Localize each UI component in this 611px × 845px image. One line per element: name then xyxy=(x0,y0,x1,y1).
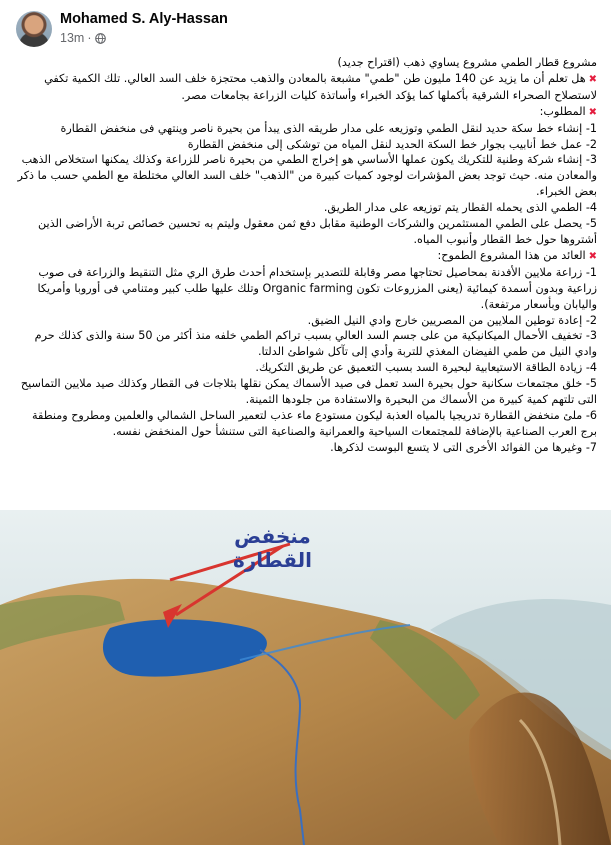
globe-icon[interactable] xyxy=(95,33,106,44)
post-line: 1- زراعة ملايين الأفدنة بمحاصيل تحتاجها مصر وقابلة للتصدير بإستخدام أحدث طرق الري مثل التنقيط والزراعة فى صوب زراعية وبدون أسمدة كيمائية (يعنى المزروعات تكون Organic farming وتلك عليها طلب كبير ومتنامي فى أوروبا وأمريكا واليابان وبأسعار مرتفعة). xyxy=(37,265,597,311)
post-line: 5- خلق مجتمعات سكانية حول بحيرة السد تعمل فى صيد الأسماك يمكن نقلها بثلاجات فى القطار وكذلك صيد ملايين التماسيح التى تلتهم كمية كبيرة من الأسماك من البحيرة والاستفادة من جلودها الثمينة. xyxy=(20,377,597,407)
post-line: 4- الطمي الذى يحمله القطار يتم توزيعه على مدار الطريق. xyxy=(323,201,597,215)
author-avatar[interactable] xyxy=(16,11,52,47)
author-name[interactable]: Mohamed S. Aly-Hassan xyxy=(60,11,228,27)
post-line: 2- عمل خط أنابيب بجوار خط السكة الحديد لنقل المياه من توشكى إلى منخفض القطارة xyxy=(187,137,597,151)
red-cross-icon: ✖ xyxy=(588,250,597,262)
post-line: 7- وغيرها من الفوائد الأخرى التى لا يتسع البوست لذكرها. xyxy=(330,440,597,454)
post-meta xyxy=(60,31,106,45)
red-cross-icon: ✖ xyxy=(588,106,597,118)
post-line: 3- إنشاء شركة وطنية للتكريك يكون عملها الأساسي هو إخراج الطمي من بحيرة ناصر للزراعة وكذلك يمكنها استخلاص الذهب والمعادن منه. حيث توجد بعض المؤشرات لوجود كميات كبيرة من "الذهب" خلف السد العالي مختلطة مع الطمي حسب ما ذكر بعض الخبراء. xyxy=(17,153,597,199)
red-cross-icon: ✖ xyxy=(588,73,597,85)
post-header xyxy=(0,0,611,52)
post-body xyxy=(16,55,597,456)
post-line-title: مشروع قطار الطمي مشروع يساوي ذهب (اقتراح جديد) xyxy=(337,56,597,69)
post-line-benefits-heading: ✖العائد من هذا المشروع الطموح: xyxy=(16,248,597,265)
post-line: 2- إعادة توطين الملايين من المصريين خارج وادي النيل الضيق. xyxy=(307,313,597,327)
post-line: 6- ملئ منخفض القطارة تدريجيا بالمياه العذبة ليكون مستودع ماء عذب لتعمير الساحل الشمالي والعلمين ومطروح ومنطقة برج العرب الصناعية بالإضافة للمجتمعات السياحية والعمرانية والصناعية التى ستنشأ حول المنخفض نفسه. xyxy=(32,408,597,438)
post-line: 4- زيادة الطاقة الاستيعابية لبحيرة السد بسبب التعميق عن طريق التكريك. xyxy=(255,361,597,375)
map-title: منخفض القطارة xyxy=(232,524,313,572)
post-line-intro: ✖هل تعلم أن ما يزيد عن 140 مليون طن "طمي" مشبعة بالمعادن والذهب محتجزة خلف السد العالي. تلك الكمية تكفي لاستصلاح الصحراء الشرقية بأكملها كما يؤكد الخبراء وأساتذة كليات الزراعة بجامعات مصر. xyxy=(44,71,597,102)
post-line: 3- تخفيف الأحمال الميكانيكية من على جسم السد العالي بسبب تراكم الطمي خلفه منذ أكثر من 50 سنة والذى كذلك حرم وادي النيل من طمي الفيضان المغذي للتربة وأدي إلى تآكل شواطئ الدلتا. xyxy=(34,329,597,359)
post-line: 1- إنشاء خط سكة حديد لنقل الطمي وتوزيعه على مدار طريقه الذى يبدأ من بحيرة ناصر وينتهي فى منخفض القطارة xyxy=(60,121,597,135)
post-image-map[interactable] xyxy=(0,510,611,845)
meta-separator: · xyxy=(87,31,92,45)
post-line: 5- يحصل على الطمي المستثمرين والشركات الوطنية مقابل دفع ثمن معقول وليتم به تحسين خصائص تربة الأراضى الذين أشتروها حول خط القطار وأنبوب المياه. xyxy=(38,217,597,246)
post-timestamp[interactable]: 13m xyxy=(60,31,85,45)
post-line-required-heading: ✖المطلوب: xyxy=(16,104,597,121)
